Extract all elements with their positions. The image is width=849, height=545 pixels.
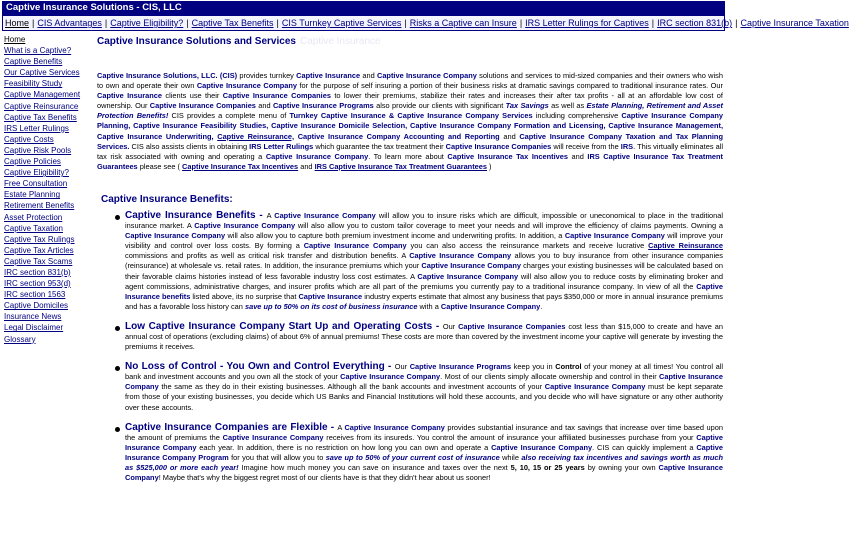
benefit-text: A [337, 422, 345, 432]
benefit-text: Captive Insurance Company [491, 442, 593, 452]
intro-text: clients use their [162, 91, 223, 101]
benefit-text: . CIS can quickly implement a [592, 442, 697, 452]
benefit-text: Captive Insurance Company [544, 382, 646, 392]
benefit-text: allows you to buy insurance from other insurance companies (reinsurance) at wholesale vs. retail rates. In addition, the insurance premiums which your [125, 251, 723, 271]
intro-text: IRS [620, 141, 634, 151]
benefit-text: charges your existing businesses will be calculated based on their favorable claims histories instead of less favorable industry loss cost estimates. A [125, 261, 723, 281]
benefit-text: Captive Insurance Company [344, 422, 445, 432]
tax-guarantees-link[interactable]: IRS Captive Insurance Tax Treatment Guarantees [314, 161, 487, 171]
benefit-item [125, 362, 723, 412]
benefit-text: save up to 50% [325, 452, 381, 462]
sidebar-item-taxation[interactable]: Captive Taxation [4, 223, 63, 233]
sidebar-item-management[interactable]: Captive Management [4, 90, 81, 100]
topnav-irc-831b[interactable]: IRC section 831(b) [657, 18, 733, 28]
captive-reinsurance-link[interactable]: Captive Reinsurance [648, 241, 724, 251]
benefit-text: of your current cost of insurance [380, 452, 500, 462]
intro-paragraph [97, 71, 723, 172]
intro-text: and [255, 101, 273, 111]
intro-text: Captive Insurance Company [376, 71, 477, 80]
benefit-text: Captive Insurance Company [340, 372, 441, 382]
intro-text: Captive Insurance Tax Incentives [447, 151, 568, 161]
benefit-text: Captive Insurance Company [125, 372, 723, 392]
benefit-text: you can also access the reinsurance markets and receive lucrative [406, 241, 649, 251]
sidebar-item-domiciles[interactable]: Captive Domiciles [4, 301, 69, 311]
benefit-title: Captive Insurance Benefits - [125, 209, 267, 221]
benefit-text: while [499, 452, 522, 462]
benefit-item [125, 423, 723, 484]
sidebar-item-asset-protection[interactable]: Asset Protection [4, 212, 63, 222]
intro-text: Captive Insurance Company [196, 81, 298, 91]
nav-separator: | [186, 18, 189, 28]
benefit-text: will also allow you to reduce costs by eliminating broker and agent commissions, administrative charges, and insurer profits which are all part of the premiums you currently pay to a traditional insurance company. In view of all the [125, 271, 723, 291]
main-content [97, 36, 723, 493]
benefit-text: . [540, 301, 543, 311]
intro-text: Captive Insurance Company Accounting and Reporting [297, 131, 500, 141]
sidebar-item-news[interactable]: Insurance News [4, 312, 62, 322]
intro-text: ) [486, 161, 492, 171]
intro-text: . To learn more about [368, 151, 448, 161]
intro-text: also provide our clients with significant [373, 101, 506, 111]
benefit-text: Captive Insurance Company [274, 210, 376, 220]
benefit-title: Low Captive Insurance Company Start Up and Operating Costs - [125, 320, 443, 332]
nav-separator: | [32, 18, 35, 28]
page-title-faint: Captive Insurance [299, 36, 381, 47]
benefit-text: Captive Insurance Programs [409, 362, 512, 372]
topnav-captive-eligibility[interactable]: Captive Eligibility? [110, 18, 184, 28]
benefit-text: Our [394, 362, 410, 372]
benefit-text: Captive Insurance Company Program [125, 442, 724, 462]
benefit-text: Captive Insurance Company [303, 241, 407, 251]
sidebar-item-tax-scams[interactable]: Captive Tax Scams [4, 256, 73, 266]
sidebar-item-risk-pools[interactable]: Captive Risk Pools [4, 145, 72, 155]
nav-separator: | [104, 18, 108, 28]
sidebar-item-retirement[interactable]: Retirement Benefits [4, 201, 75, 211]
intro-text: Captive Insurance Companies [222, 91, 331, 101]
sidebar-item-home[interactable]: Home [4, 35, 26, 44]
intro-text: Captive Insurance Companies [445, 141, 552, 151]
benefit-text: listed above, its no surprise that [190, 291, 299, 301]
nav-separator: | [651, 18, 655, 28]
topnav-home[interactable]: Home [5, 18, 30, 28]
sidebar-item-tax-benefits[interactable]: Captive Tax Benefits [4, 112, 77, 122]
intro-text: Turnkey Captive Insurance & Captive Insurance Company Services [289, 111, 533, 121]
sidebar-item-services[interactable]: Our Captive Services [4, 68, 80, 78]
nav-separator: | [519, 18, 523, 28]
intro-text: Estate Planning, Retirement and Asset Protection Benefits! [97, 101, 723, 121]
sidebar-item-what-is-captive[interactable]: What is a Captive? [4, 46, 72, 56]
benefit-text: by owning your own [584, 463, 659, 472]
benefit-text: Our [442, 321, 459, 331]
benefit-text: cost less than $15,000 to create and have an annual cost of operations (excluding claims) of about 6% of annual premiums! These costs are more than covered by the investment income your captive will generate by investing the premiums it receives. [125, 321, 723, 352]
topnav-cis-advantages[interactable]: CIS Advantages [37, 18, 102, 28]
intro-text: Captive Insurance Company [265, 151, 369, 161]
benefit-text: industry experts estimate that almost any business that pays $350,000 or more in annual insurance premiums and has a favorable loss history can [125, 291, 724, 311]
intro-text: Captive Insurance [296, 71, 361, 80]
benefit-text: Captive Insurance Company [421, 261, 521, 271]
sidebar-item-feasibility[interactable]: Feasibility Study [4, 79, 63, 89]
benefit-text: each year. In addition, there is no restriction on how long you can own and operate a [196, 442, 492, 452]
intro-text: for the purpose of self insuring a portion of their business risks at dramatic savings compared to traditional insurance rates. Our [297, 81, 723, 91]
site-title-bar [2, 1, 725, 15]
tax-incentives-link[interactable]: Captive Insurance Tax Incentives [182, 161, 299, 171]
intro-text: Captive Insurance Programs [272, 101, 374, 111]
benefit-text: ! Maybe that's why the biggest regret most of our clients have is that they didn't hear about us sooner! [158, 473, 491, 483]
benefit-text: Captive Insurance Company [194, 221, 296, 231]
sidebar-item-disclaimer[interactable]: Legal Disclaimer [4, 323, 64, 333]
benefit-text: Captive Insurance Company [417, 271, 519, 281]
benefit-title: Captive Insurance Companies are Flexible - [125, 421, 338, 433]
benefit-text: must be kept separate from those of your existing businesses, you decide which US Banks and Financial Institutions will hold these accounts, and you decide who will have signature or any other authority over these accounts. [125, 382, 723, 412]
benefit-text: Captive Insurance benefits [125, 281, 723, 301]
intro-text: and [499, 131, 520, 141]
benefit-text: provides substantial insurance and tax savings that increase over time based upon the amount of premiums the [125, 422, 723, 442]
topnav-captive-tax-benefits[interactable]: Captive Tax Benefits [191, 18, 274, 28]
intro-text: as well as [548, 101, 587, 111]
benefit-text: for you that will allow you to [228, 452, 326, 462]
benefit-text: of your money at all times! You control all bank and investment accounts and you own all the stock of your [125, 362, 723, 382]
benefit-text: Captive Insurance Companies [458, 321, 566, 331]
page-title-text: Captive Insurance Solutions and Services [97, 36, 296, 47]
sidebar-item-tax-articles[interactable]: Captive Tax Articles [4, 245, 74, 255]
intro-text: including comprehensive [532, 111, 622, 121]
benefit-text: receives from its insureds. You control the amount of insurance your affiliated businesses purchase from your [323, 432, 697, 442]
benefit-text: A [266, 210, 275, 220]
intro-text: IRS Captive Insurance Tax Treatment Guarantees [97, 151, 724, 171]
intro-text: . This virtually eliminates all tax risk associated with owning and operating a [97, 141, 723, 161]
benefit-text: Imagine how much money you can save on insurance and taxes over the next [238, 463, 511, 472]
intro-text: IRS Letter Rulings [249, 141, 314, 151]
benefit-text: Captive Insurance Company [440, 301, 541, 311]
benefits-list [97, 211, 723, 483]
sidebar-item-tax-rulings[interactable]: Captive Tax Rulings [4, 234, 75, 244]
topnav-taxation[interactable]: Captive Insurance Taxation [740, 18, 849, 28]
benefit-text: 5, 10, 15 or 25 years [510, 463, 585, 472]
benefit-text: Captive Insurance Company [125, 463, 724, 483]
sidebar-item-glossary[interactable]: Glossary [4, 334, 36, 344]
sidebar-item-estate-planning[interactable]: Estate Planning [4, 190, 61, 200]
benefit-text: will also allow you to capture both premium investment income and underwriting profits. In addition, a [225, 231, 565, 241]
intro-text: Captive Insurance Solutions, LLC. (CIS) [97, 71, 238, 80]
intro-text: and [360, 71, 377, 80]
benefit-text: the same as they do in their existing businesses. Although all the bank accounts and investment accounts of your [158, 382, 545, 392]
intro-text: and [298, 161, 315, 171]
sidebar-item-policies[interactable]: Captive Policies [4, 157, 61, 167]
benefit-text: Captive Insurance Company [125, 432, 723, 452]
nav-separator: | [276, 18, 279, 28]
site-title: Captive Insurance Solutions - CIS, LLC [6, 2, 182, 13]
benefit-text: Captive Insurance Company [409, 251, 512, 261]
benefit-text: Control [555, 362, 582, 372]
benefit-text: also receiving tax incentives and savings worth as much as $525,000 or more each year! [125, 452, 723, 472]
sidebar-item-irc-953d[interactable]: IRC section 953(d) [4, 279, 71, 289]
benefits-heading: Captive Insurance Benefits: [101, 193, 233, 205]
benefit-text: Captive Insurance [298, 291, 363, 301]
benefit-text: Captive Insurance Company [564, 231, 665, 241]
topnav-risks[interactable]: Risks a Captive can Insure [409, 18, 517, 28]
intro-text: Captive Insurance Company Planning, Captive Insurance Feasibility Studies, Captive Insurance Domicile Selection, Captive Insurance Company Formation and Licensing, Captive Insurance Management, Captive Insurance Underwriting, [97, 111, 724, 141]
nav-separator: | [735, 18, 738, 28]
sidebar-navigation [4, 34, 86, 345]
benefit-text: commissions and profits as well as critical risk transfer and distribution benefits. A [125, 251, 410, 261]
benefit-text: will improve your visibility and control over loss costs. By forming a [125, 231, 723, 251]
benefit-item [125, 211, 723, 312]
benefit-text: with a [417, 301, 441, 311]
benefit-text: Captive Insurance Company [125, 231, 226, 241]
nav-separator: | [404, 18, 407, 28]
benefit-item [125, 322, 723, 352]
benefit-text: will allow you to insure risks which are difficult, impossible or uneconomical to place in the traditional insurance market. A [125, 210, 723, 231]
intro-text: which guarantee the tax treatment their [313, 141, 446, 151]
topnav-irs-letter-rulings[interactable]: IRS Letter Rulings for Captives [525, 18, 649, 28]
benefit-text: save up to 50% on its cost of business insurance [244, 301, 418, 311]
topnav-turnkey-services[interactable]: CIS Turnkey Captive Services [281, 18, 402, 28]
benefit-title: No Loss of Control - You Own and Control Everything - [125, 361, 395, 373]
benefit-text: Captive Insurance Company [222, 432, 324, 442]
intro-text: CIS also assists clients in obtaining [129, 141, 250, 151]
benefit-text: keep you in [511, 362, 556, 372]
intro-text: please see ( [137, 161, 183, 171]
sidebar-item-costs[interactable]: Captive Costs [4, 134, 54, 144]
page-title [97, 36, 723, 47]
intro-text: Captive Insurance Companies [149, 101, 256, 111]
sidebar-item-eligibility[interactable]: Captive Eligibility? [4, 168, 69, 178]
intro-text: Captive Insurance [97, 91, 162, 101]
sidebar-item-irc-1563[interactable]: IRC section 1563 [4, 290, 66, 300]
sidebar-item-reinsurance[interactable]: Captive Reinsurance [4, 101, 79, 111]
intro-text: Tax Savings [505, 101, 549, 111]
sidebar-item-captive-benefits[interactable]: Captive Benefits [4, 57, 63, 67]
intro-text: solutions and services to mid-sized companies and their owners who wish to own and operate their own [97, 71, 723, 91]
intro-text: CIS provides a complete menu of [168, 111, 290, 121]
intro-text: Captive Insurance Company Taxation and Tax Planning Services. [97, 131, 723, 151]
benefit-text: will also allow you to custom tailor coverage to meet your needs and will improve the efficiency of claims payments. Owning a [295, 221, 723, 231]
intro-text: to lower their premiums, stabilize their rates and increases their after tax profits - all at an affordable low cost of ownership. Our [97, 91, 723, 111]
top-navigation [2, 15, 849, 31]
benefit-text: . Most of our clients simply allocate ownership and control in their [440, 372, 660, 382]
intro-text: will receive from the [551, 141, 621, 151]
sidebar-item-irs-rulings[interactable]: IRS Letter Rulings [4, 123, 69, 133]
intro-text: provides turnkey [237, 71, 297, 80]
sidebar-item-consultation[interactable]: Free Consultation [4, 179, 68, 189]
captive-reinsurance-link[interactable]: Captive Reinsurance, [217, 131, 295, 141]
intro-text: and [567, 151, 588, 161]
sidebar-item-irc-831b[interactable]: IRC section 831(b) [4, 267, 71, 277]
